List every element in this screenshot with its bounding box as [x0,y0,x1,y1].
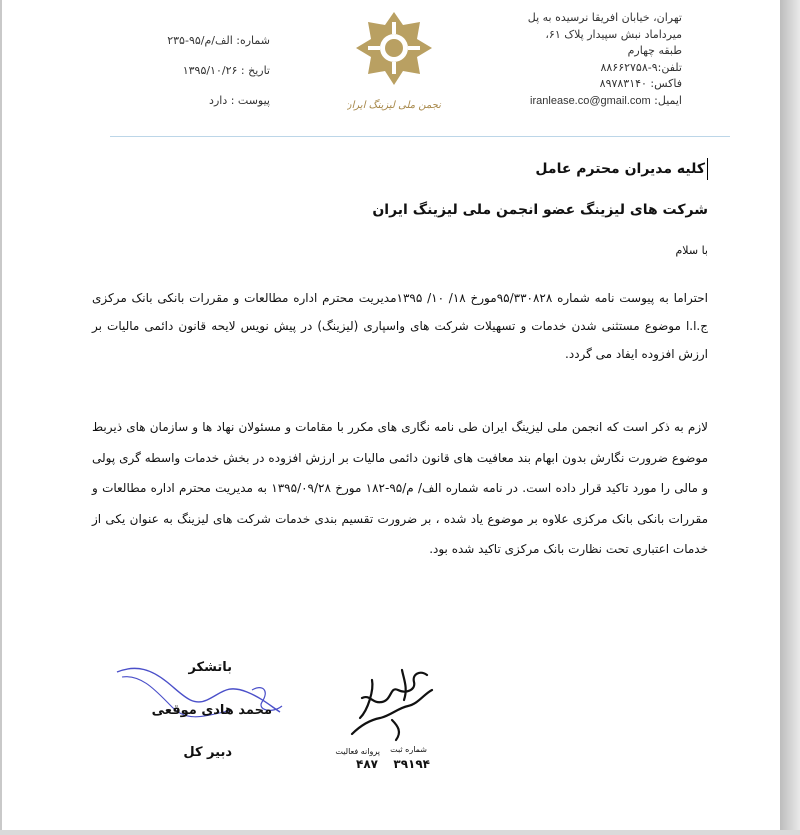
recipient-text: کلیه مدیران محترم عامل [535,161,705,177]
window-scroll-edge [780,0,800,835]
greeting: با سلام [675,244,708,257]
association-logo [347,8,442,118]
recipient-line [92,158,708,180]
paragraph-1: احتراما به پیوست نامه شماره ۹۵/۳۳۰۸۲۸مورخ ۱۸/ ۱۰/ ۱۳۹۵مدیریت محترم اداره مطالعات و مقررات بانکی بانک مرکزی ج.ا.ا موضوع مستثنی شدن خدمات و تسهیلات شرکت های واسپاری (لیزینگ) در پیش نویس لایحه قانون دائمی مالیات بر ارزش افزوده ایفاد می گردد. [92,291,708,361]
signer-name: محمد هادی موقعی [151,703,272,718]
closing: باتشکر [188,660,232,675]
letter-date: تاریخ : ۱۳۹۵/۱۰/۲۶ [182,64,270,77]
logo-caption: انجمن ملی لیزینگ ایران [347,100,442,111]
signer-title: دبیر کل [183,745,232,760]
fax-line: فاکس: ۸۹۷۸۳۱۴۰ [599,77,682,90]
letter-number: شماره: الف/م/۹۵-۲۳۵ [167,34,270,47]
email-address: iranlease.co@gmail.com [530,94,651,107]
recipient-organization: شرکت های لیزینگ عضو انجمن ملی لیزینگ ایران [372,202,708,218]
stamp-license-number: ۴۸۷ [356,757,378,771]
text-cursor [707,158,708,180]
address-line: طبقه چهارم [627,44,682,57]
association-stamp [332,660,452,775]
address-line: میرداماد نبش سپیدار پلاک ۶۱، [545,27,682,41]
phone-line: تلفن:۹-۸۸۶۶۲۷۵۸ [600,60,682,74]
company-address [482,10,682,109]
stamp-registration-number: ۳۹۱۹۴ [393,757,430,771]
paragraph-2: لازم به ذکر است که انجمن ملی لیزینگ ایران طی نامه نگاری های مکرر با مقامات و مسئولان نهاد ها و سازمان های ذیربط موضوع ضرورت نگارش بدون ابهام بند معافیت های قانون دائمی مالیات بر ارزش افزوده در بخش خدمات واسطه گری پولی و مالی را مورد تاکید قرار داده است. در نامه شماره الف/ م/۹۵-۱۸۲ مورخ ۱۳۹۵/۰۹/۲۸ به مدیریت محترم اداره مطالعات و مقررات بانکی بانک مرکزی علاوه بر موضوع یاد شده ، بر ضرورت تقسیم بندی خدمات شرکت های لیزینگ به عنوان یکی از خدمات اعتباری تحت نظارت بانک مرکزی تاکید شده بود. [92,420,708,556]
stamp-license-label: پروانه فعالیت [335,747,380,756]
letter-reference [120,26,270,116]
letter-attachment: پیوست : دارد [209,94,270,107]
window-bottom-edge [0,830,800,835]
address-line: تهران، خیابان افریقا نرسیده به پل [527,11,682,24]
stamp-registration-label: شماره ثبت [390,745,427,754]
email-line [482,93,682,110]
header-divider [110,136,730,137]
letter-page [2,0,780,830]
email-label: ایمیل: [654,93,682,107]
